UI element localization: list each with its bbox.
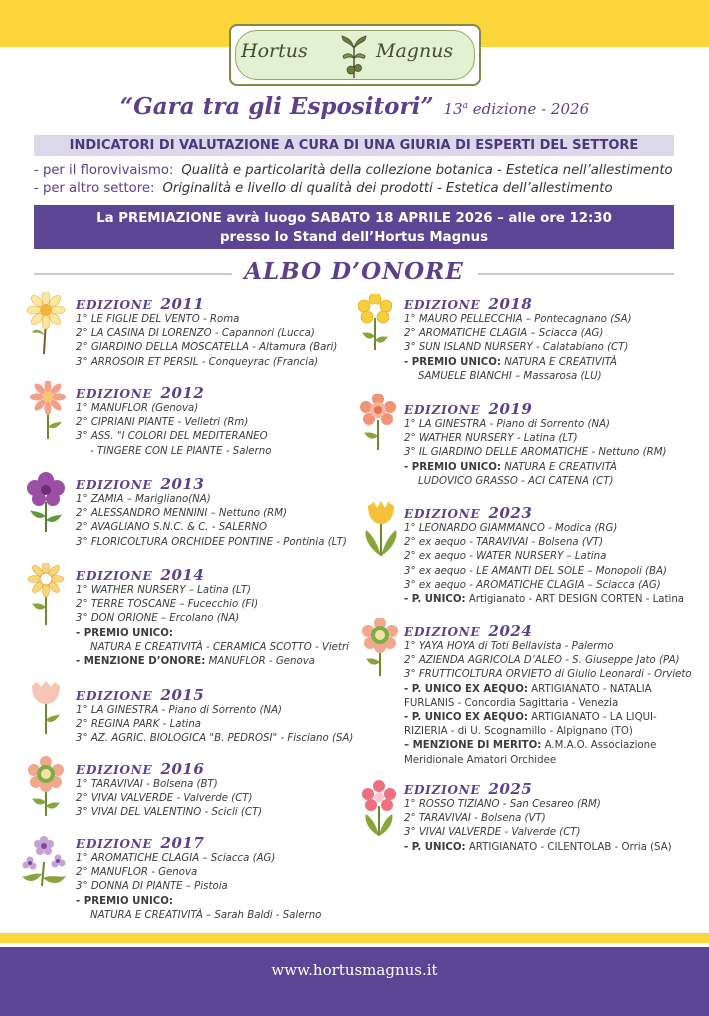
award-line: 1° LA GINESTRA - Piano di Sorrento (NA) <box>76 705 283 716</box>
award-line: 3° VIVAI VALVERDE - Valverde (CT) <box>404 827 581 839</box>
tulip-yellow-flower-icon <box>362 500 400 558</box>
edition-label: EDIZIONE <box>404 507 481 521</box>
award-line <box>404 461 666 475</box>
edition-year: 2025 <box>488 780 533 798</box>
edition-block-2017 <box>76 834 321 923</box>
award-text: ARTIGIANATO - LA LIQUI- <box>527 712 657 724</box>
edition-year: 2014 <box>160 566 205 584</box>
award-line: FURLANIS - Concordia Sagittaria - Venezia <box>404 697 619 709</box>
edition-heading <box>76 760 262 778</box>
edition-label: EDIZIONE <box>76 689 153 703</box>
criteria-text: Originalità e livello di qualità dei prodotti - Estetica dell’allestimento <box>162 181 613 196</box>
pink-flower-icon <box>360 780 398 838</box>
edition-block-2014 <box>76 566 349 669</box>
edition-heading <box>76 475 347 493</box>
edition-heading <box>404 295 632 313</box>
award-line: 2° ALESSANDRO MENNINI – Nettuno (RM) <box>76 508 287 520</box>
edition-block-2025 <box>404 780 672 855</box>
award-text: MANUFLOR - Genova <box>205 656 315 668</box>
award-line: 2° VIVAI VALVERDE - Valverde (CT) <box>76 793 253 805</box>
award-line: 2° REGINA PARK - Latina <box>76 719 202 731</box>
website-link[interactable]: www.hortusmagnus.it <box>271 961 438 979</box>
criteria-line-florovivaismo <box>34 163 673 178</box>
logo-word-left: Hortus <box>241 40 308 62</box>
award-line: 1° ZAMIA – Marigliano(NA) <box>76 494 211 505</box>
award-line: 3° FLORICOLTURA ORCHIDEE PONTINE - Pontinia (LT) <box>76 536 347 548</box>
edition-label: EDIZIONE <box>76 387 153 401</box>
edition-year: edizione - 2026 <box>468 100 590 118</box>
award-line: 3° ARROSOIR ET PERSIL - Conqueyrac (Francia) <box>76 356 319 368</box>
daisy-flower-icon <box>26 292 66 356</box>
edition-label: EDIZIONE <box>76 569 153 583</box>
award-line: LUDOVICO GRASSO - ACI CATENA (CT) <box>418 475 614 487</box>
edition-year: 2011 <box>160 295 205 313</box>
edition-block-2012 <box>76 384 271 459</box>
award-text: ARTIGIANATO - CILENTOLAB - Orria (SA) <box>465 841 672 853</box>
green-centered-flower-icon <box>362 618 398 678</box>
logo-word-right: Magnus <box>376 40 454 62</box>
yellow-flower-icon <box>358 294 392 352</box>
award-line: 2° CIPRIANI PIANTE - Velletri (Rm) <box>76 417 249 429</box>
award-line: 2° TERRE TOSCANE – Fucecchio (FI) <box>76 599 259 611</box>
award-line: NATURA E CREATIVITÀ – Sarah Baldi - Salerno <box>90 909 322 921</box>
award-line: 3° ASS. "I COLORI DEL MEDITERANEO <box>76 431 268 443</box>
award-label: - MENZIONE D’ONORE: <box>76 656 206 668</box>
award-line: SAMUELE BIANCHI – Massarosa (LU) <box>418 370 602 382</box>
edition-block-2024 <box>404 622 692 768</box>
edition-year: 2016 <box>160 760 205 778</box>
edition-heading <box>404 400 666 418</box>
purple-flower-icon <box>24 472 68 534</box>
pink-daisy-flower-icon <box>28 381 68 441</box>
award-line: 2° AZIENDA AGRICOLA D’ALEO - S. Giuseppe Jato (PA) <box>404 655 680 667</box>
award-text: NATURA E CREATIVITÀ <box>500 356 618 368</box>
award-line: 1° LE FIGLIE DEL VENTO - Roma <box>76 314 240 325</box>
page-title <box>0 93 709 120</box>
award-line: RIZIERIA - di U. Scognamillo - Alpignano (TO) <box>404 726 633 738</box>
award-line: NATURA E CREATIVITÀ - CERAMICA SCOTTO - Vietri <box>90 641 349 653</box>
title-main: “Gara tra gli Espositori” <box>119 93 434 120</box>
plant-emblem-icon <box>339 32 369 80</box>
edition-block-2016 <box>76 760 262 821</box>
edition-heading <box>76 566 349 584</box>
award-label: - P. UNICO: <box>404 841 466 853</box>
award-line: 2° GIARDINO DELLA MOSCATELLA - Altamura (Bari) <box>76 342 338 354</box>
award-line: 3° VIVAI DEL VALENTINO - Scicli (CT) <box>76 807 263 819</box>
award-line: 1° ROSSO TIZIANO - San Cesareo (RM) <box>404 799 601 810</box>
award-text: ARTIGIANATO - NATALIA <box>527 683 652 695</box>
award-line <box>404 683 692 697</box>
award-label: - PREMIO UNICO: <box>404 356 501 368</box>
edition-heading <box>76 834 321 852</box>
award-line <box>404 841 672 855</box>
award-line <box>76 655 349 669</box>
award-label: - PREMIO UNICO: <box>76 627 173 639</box>
award-line: 3° DON ORIONE – Ercolano (NA) <box>76 613 240 625</box>
award-line: 2° AROMATICHE CLAGIA – Sciacca (AG) <box>404 328 604 340</box>
criteria-text: Qualità e particolarità della collezione botanica - Estetica nell’allestimento <box>181 163 673 178</box>
edition-heading <box>76 384 271 402</box>
award-line <box>76 627 349 641</box>
award-label: - PREMIO UNICO: <box>404 461 501 473</box>
edition-block-2013 <box>76 475 347 550</box>
premiazione-line-2: presso lo Stand dell’Hortus Magnus <box>220 230 488 245</box>
edition-year: 2018 <box>488 295 533 313</box>
lilac-flowers-icon <box>20 832 70 888</box>
edition-block-2015 <box>76 686 353 747</box>
premiazione-banner <box>34 205 674 249</box>
award-line: 2° MANUFLOR - Genova <box>76 867 198 879</box>
award-label: - P. UNICO: <box>404 594 466 606</box>
award-label: - P. UNICO EX AEQUO: <box>404 683 528 695</box>
award-line: 3° DONNA DI PIANTE – Pistoia <box>76 881 228 893</box>
criteria-label: - per altro settore: <box>34 181 155 196</box>
award-label: - P. UNICO EX AEQUO: <box>404 712 528 724</box>
criteria-label: - per il florovivaismo: <box>34 163 174 178</box>
award-label: – MENZIONE DI MERITO: <box>404 740 542 752</box>
edition-year: 2017 <box>160 834 205 852</box>
edition-label: EDIZIONE <box>76 837 153 851</box>
award-line: 2° WATHER NURSERY - Latina (LT) <box>404 433 578 445</box>
logo <box>229 24 481 86</box>
award-line: 2° TARAVIVAI - Bolsena (VT) <box>404 813 546 825</box>
edition-label: EDIZIONE <box>76 298 153 312</box>
criteria-line-altro-settore <box>34 181 613 196</box>
albo-title: ALBO D’ONORE <box>244 258 464 285</box>
edition-heading <box>404 622 692 640</box>
award-line: 3° ex aequo - LE AMANTI DEL SOLE – Monopoli (BA) <box>404 565 667 577</box>
edition-heading <box>404 780 672 798</box>
bottom-purple-band <box>0 947 709 1016</box>
edition-label: EDIZIONE <box>76 763 153 777</box>
award-line: 2° LA CASINA DI LORENZO - Capannori (Lucca) <box>76 328 315 340</box>
edition-block-2019 <box>404 400 666 489</box>
edition-block-2023 <box>404 504 684 607</box>
award-line: 3° IL GIARDINO DELLE AROMATICHE - Nettuno (RM) <box>404 447 667 459</box>
premiazione-line-1: La PREMIAZIONE avrà luogo SABATO 18 APRILE 2026 – alle ore 12:30 <box>96 211 612 226</box>
award-line: 1° TARAVIVAI - Bolsena (BT) <box>76 779 218 790</box>
bottom-yellow-stripe <box>0 933 709 943</box>
edition-label: EDIZIONE <box>404 403 481 417</box>
edition-year: 2023 <box>488 504 533 522</box>
edition-superscript: a <box>462 101 469 111</box>
award-line: 1° LEONARDO GIAMMANCO - Modica (RG) <box>404 523 618 534</box>
edition-year: 2024 <box>488 622 533 640</box>
albo-heading <box>34 258 674 288</box>
edition-block-2018 <box>404 295 632 384</box>
award-line <box>404 593 684 607</box>
award-line: 3° AZ. AGRIC. BIOLOGICA "B. PEDROSI" - Fisciano (SA) <box>76 733 354 745</box>
award-line: 1° AROMATICHE CLAGIA – Sciacca (AG) <box>76 853 276 864</box>
title-edition <box>444 100 590 118</box>
criteria-banner: INDICATORI DI VALUTAZIONE A CURA DI UNA GIURIA DI ESPERTI DEL SETTORE <box>34 135 674 156</box>
award-label: - PREMIO UNICO: <box>76 895 173 907</box>
edition-block-2011 <box>76 295 337 370</box>
round-flower-icon <box>26 756 66 818</box>
edition-heading <box>76 686 353 704</box>
award-line: 1° LA GINESTRA - Piano di Sorrento (NA) <box>404 419 611 430</box>
tulip-flower-icon <box>28 680 64 736</box>
edition-heading <box>76 295 337 313</box>
award-text: NATURA E CREATIVITÀ <box>500 461 618 473</box>
award-line: 2° ex aequo - TARAVIVAI - Bolsena (VT) <box>404 537 604 549</box>
award-text: Artigianato - ART DESIGN CORTEN - Latina <box>465 594 685 606</box>
coral-flower-icon <box>360 394 396 452</box>
award-line: 1° MAURO PELLECCHIA – Pontecagnano (SA) <box>404 314 632 325</box>
edition-number: 13 <box>443 100 463 118</box>
edition-label: EDIZIONE <box>404 783 481 797</box>
award-line <box>404 356 632 370</box>
award-line <box>404 711 692 725</box>
edition-year: 2015 <box>160 686 205 704</box>
award-line: 3° FRUTTICOLTURA ORVIETO di Giulio Leonardi - Orvieto <box>404 669 692 681</box>
award-line: Meridionale Amatori Orchidee <box>404 754 557 766</box>
award-line: 3° ex aequo - AROMATICHE CLAGIA – Sciacca (AG) <box>404 579 661 591</box>
edition-year: 2013 <box>160 475 205 493</box>
award-line: 2° ex aequo - WATER NURSERY – Latina <box>404 551 607 563</box>
award-line: 1° YAYA HOYA di Toti Bellavista - Palermo <box>404 641 614 652</box>
edition-label: EDIZIONE <box>404 625 481 639</box>
award-line: 2° AVAGLIANO S.N.C. & C. - SALERNO <box>76 522 268 534</box>
award-line: 3° SUN ISLAND NURSERY - Calatabiano (CT) <box>404 342 629 354</box>
edition-heading <box>404 504 684 522</box>
edition-label: EDIZIONE <box>76 478 153 492</box>
edition-label: EDIZIONE <box>404 298 481 312</box>
edition-year: 2019 <box>488 400 533 418</box>
award-line: - TINGERE CON LE PIANTE - Salerno <box>90 445 272 457</box>
award-text: A.M.A.O. Associazione <box>541 740 657 752</box>
award-line: 1° MANUFLOR (Genova) <box>76 403 199 414</box>
yellow-daisy-flower-icon <box>26 563 66 627</box>
award-line <box>76 895 321 909</box>
award-line: 1° WATHER NURSERY – Latina (LT) <box>76 585 252 596</box>
edition-year: 2012 <box>160 384 205 402</box>
award-line <box>404 739 692 753</box>
